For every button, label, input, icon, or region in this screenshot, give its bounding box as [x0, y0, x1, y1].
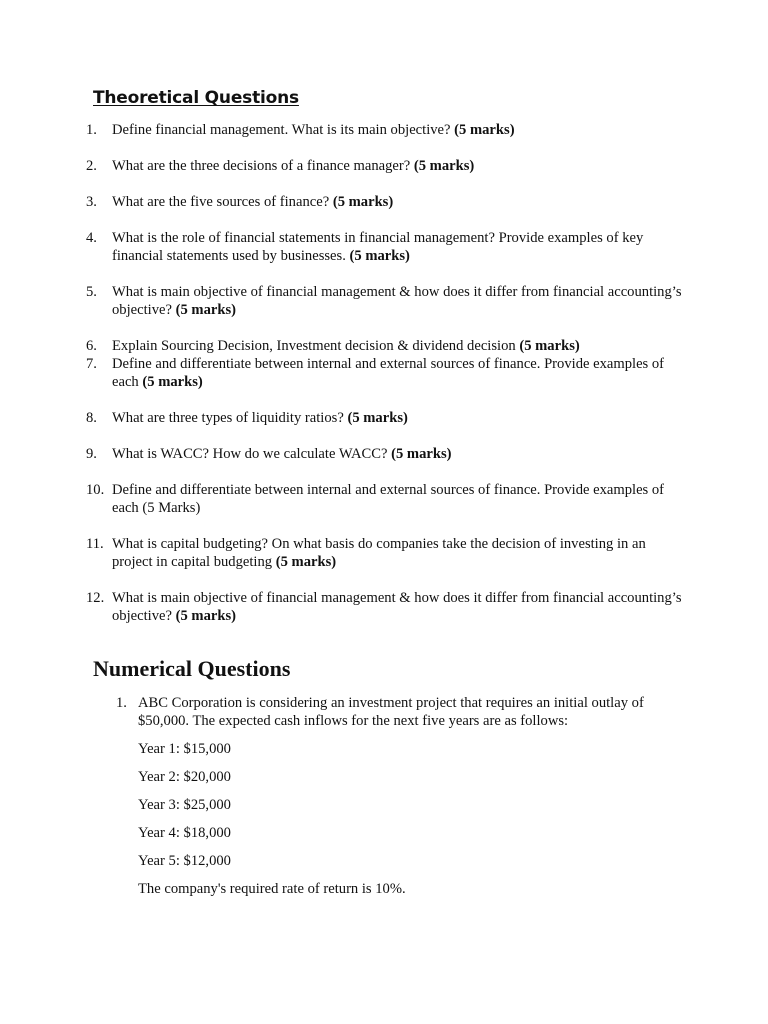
cash-inflow-year-2: Year 2: $20,000 — [138, 769, 231, 785]
question-text: What is main objective of financial management & how does it differ from financial accounting’s objective? — [112, 590, 682, 624]
question-text: ABC Corporation is considering an investment project that requires an initial outlay of $50,000. The expected cash inflows for the next five years are as follows: — [138, 695, 644, 729]
question-text: Explain Sourcing Decision, Investment decision & dividend decision — [112, 338, 516, 354]
question-number: 9. — [86, 446, 97, 462]
question-marks: (5 marks) — [332, 194, 394, 210]
question-number: 3. — [86, 194, 97, 210]
cash-inflow-year-4: Year 4: $18,000 — [138, 825, 231, 841]
theoretical-questions-list — [86, 121, 686, 643]
question-text: Define financial management. What is its main objective? — [112, 122, 451, 138]
question-item — [86, 229, 686, 265]
numerical-question-block — [116, 694, 676, 898]
question-item — [86, 445, 686, 463]
question-marks: (5 marks) — [413, 158, 475, 174]
question-text: What is main objective of financial management & how does it differ from financial accounting’s objective? — [112, 284, 682, 318]
question-marks: (5 marks) — [519, 338, 580, 354]
question-marks: (5 marks) — [175, 302, 237, 318]
question-text: What is capital budgeting? On what basis do companies take the decision of investing in an project in capital budgeting — [112, 536, 646, 570]
question-text: What is WACC? How do we calculate WACC? — [112, 446, 388, 462]
question-number: 4. — [86, 230, 97, 246]
question-item — [86, 193, 686, 211]
cash-inflow-year-3: Year 3: $25,000 — [138, 797, 231, 813]
question-number: 1. — [86, 122, 97, 138]
cash-inflow-year-1: Year 1: $15,000 — [138, 741, 231, 757]
question-marks: (5 marks) — [391, 446, 452, 462]
question-number: 7. — [86, 356, 97, 372]
question-item — [86, 481, 686, 517]
question-marks: (5 marks) — [275, 554, 337, 570]
question-marks: (5 Marks) — [142, 500, 201, 516]
question-marks: (5 marks) — [175, 608, 237, 624]
question-number: 5. — [86, 284, 97, 300]
question-number: 8. — [86, 410, 97, 426]
question-item — [86, 589, 686, 625]
question-number: 1. — [116, 695, 127, 711]
cash-inflow-list — [138, 740, 676, 880]
question-marks: (5 marks) — [349, 248, 410, 264]
question-number: 11. — [86, 536, 104, 552]
theoretical-questions-heading: Theoretical Questions — [93, 88, 299, 108]
question-item — [86, 337, 686, 355]
question-number: 6. — [86, 338, 97, 354]
question-item — [86, 121, 686, 139]
question-marks: (5 marks) — [142, 374, 203, 390]
numerical-question — [116, 694, 676, 730]
question-text: What are the five sources of finance? — [112, 194, 330, 210]
question-item — [86, 409, 686, 427]
required-rate-text: The company's required rate of return is 10%. — [138, 881, 406, 897]
question-text: What is the role of financial statements in financial management? Provide examples of key financial statements used by businesses. — [112, 230, 644, 264]
question-number: 2. — [86, 158, 97, 174]
question-text: What are the three decisions of a finance manager? — [112, 158, 411, 174]
numerical-questions-heading: Numerical Questions — [93, 656, 291, 681]
question-marks: (5 marks) — [347, 410, 408, 426]
question-text: What are three types of liquidity ratios? — [112, 410, 344, 426]
question-item — [86, 157, 686, 175]
question-text: Define and differentiate between internal and external sources of finance. Provide examples of each — [112, 356, 665, 390]
question-marks: (5 marks) — [454, 122, 515, 138]
question-number: 12. — [86, 590, 105, 606]
question-text: Define and differentiate between internal and external sources of finance. Provide examples of each — [112, 482, 665, 516]
question-item — [86, 283, 686, 319]
question-item — [86, 355, 686, 391]
question-item — [86, 535, 686, 571]
question-number: 10. — [86, 482, 105, 498]
cash-inflow-year-5: Year 5: $12,000 — [138, 853, 231, 869]
